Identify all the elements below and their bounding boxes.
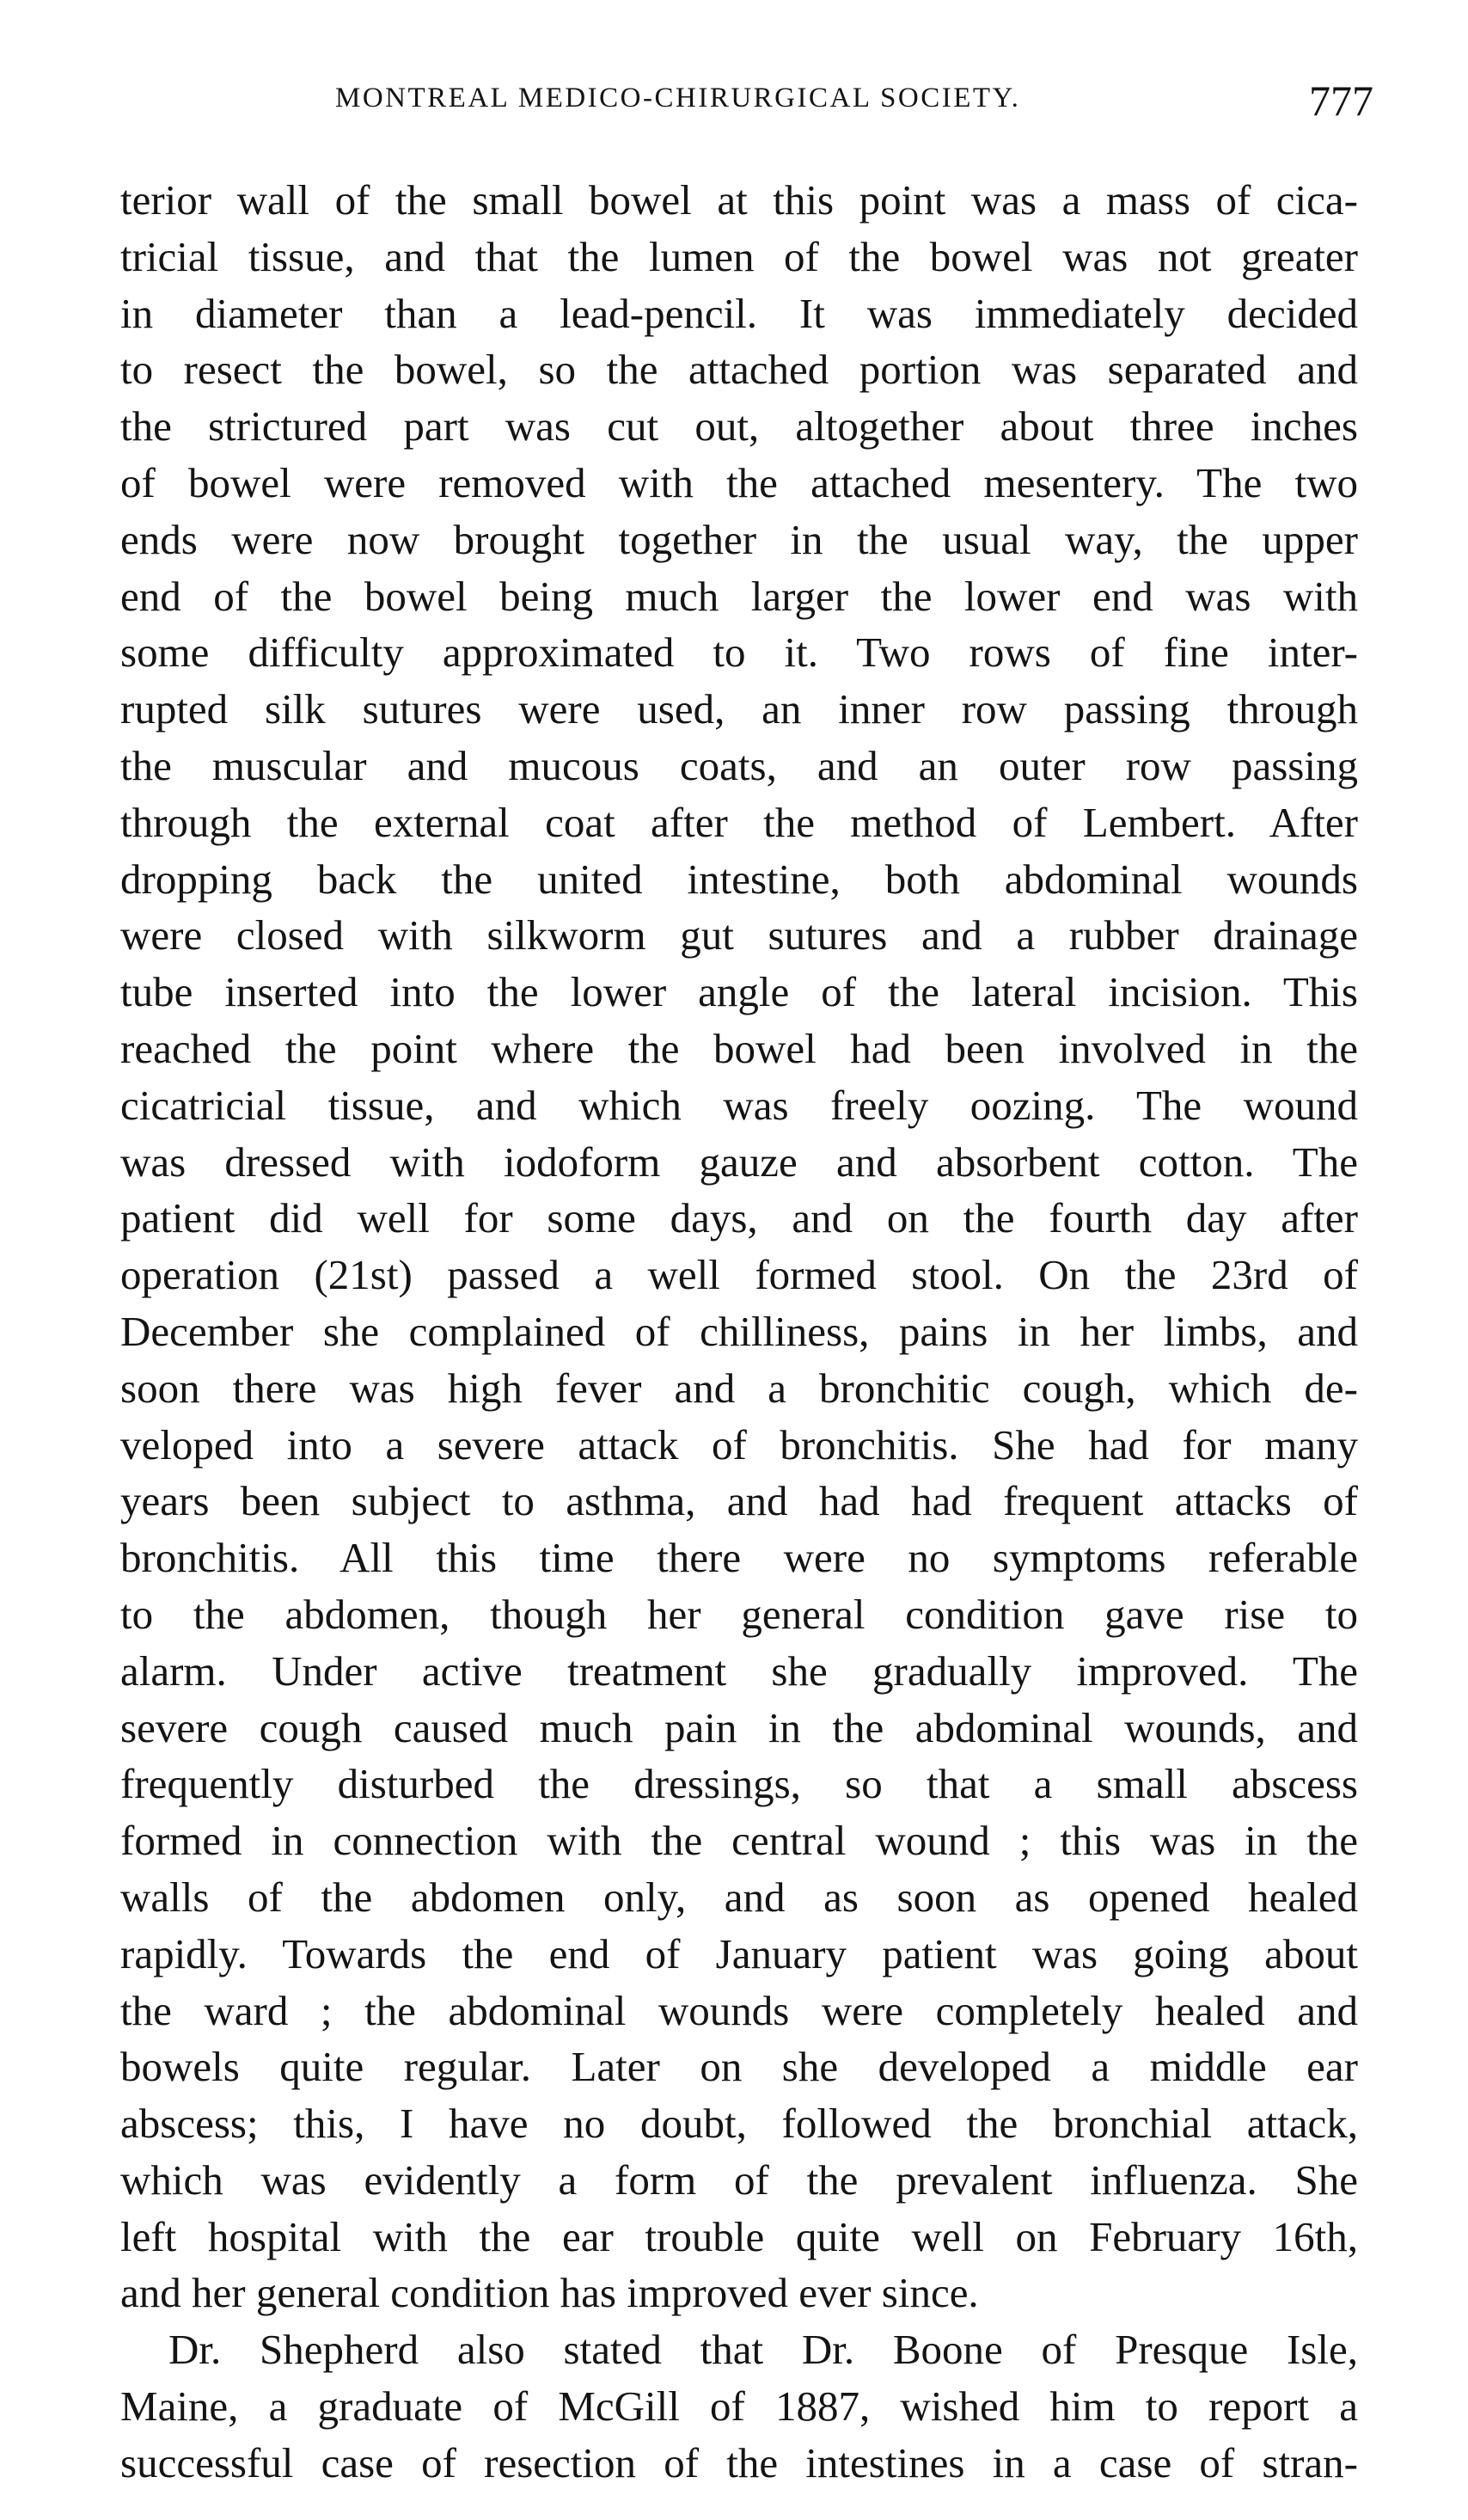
text-line: through the external coat after the method of Lembert. After: [120, 798, 1358, 846]
paragraph-dr-boone-case: [120, 2321, 1358, 2491]
text-line: of bowel were removed with the attached mesentery. The two: [120, 458, 1358, 506]
text-line: veloped into a severe attack of bronchitis. She had for many: [120, 1420, 1358, 1468]
text-line: abscess; this, I have no doubt, followed the bronchial attack,: [120, 2100, 1358, 2148]
text-line: alarm. Under active treatment she gradually improved. The: [120, 1646, 1358, 1695]
text-line: the strictured part was cut out, altogether about three inches: [120, 402, 1358, 451]
text-line: dropping back the united intestine, both abdominal wounds: [120, 855, 1358, 903]
text-line: left hospital with the ear trouble quite well on February 16th,: [120, 2212, 1358, 2260]
text-line: Maine, a graduate of McGill of 1887, wished him to report a: [120, 2382, 1358, 2431]
text-line: and her general condition has improved ever since.: [120, 2269, 979, 2317]
text-line: which was evidently a form of the prevalent influenza. She: [120, 2155, 1358, 2204]
text-line: Dr. Shepherd also stated that Dr. Boone of Presque Isle,: [168, 2326, 1358, 2374]
text-line: cicatricial tissue, and which was freely oozing. The wound: [120, 1081, 1358, 1129]
text-line: tricial tissue, and that the lumen of the bowel was not greater: [120, 232, 1358, 280]
text-line: years been subject to asthma, and had had frequent attacks of: [120, 1477, 1358, 1525]
text-line: in diameter than a lead-pencil. It was immediately decided: [120, 289, 1358, 337]
text-line: were closed with silkworm gut sutures and a rubber drainage: [120, 911, 1358, 960]
page-number: 777: [1309, 77, 1373, 125]
text-line: was dressed with iodoform gauze and absorbent cotton. The: [120, 1137, 1358, 1186]
text-line: successful case of resection of the intestines in a case of stran-: [120, 2438, 1358, 2486]
text-line: some difficulty approximated to it. Two rows of fine inter-: [120, 628, 1358, 677]
text-line: reached the point where the bowel had been involved in the: [120, 1024, 1358, 1072]
body-text: [120, 172, 1358, 2492]
text-line: December she complained of chilliness, pains in her limbs, and: [120, 1307, 1358, 1355]
text-line: terior wall of the small bowel at this point was a mass of cica-: [120, 176, 1358, 224]
text-line: bronchitis. All this time there were no symptoms referable: [120, 1534, 1358, 1582]
text-line: frequently disturbed the dressings, so that a small abscess: [120, 1760, 1358, 1808]
paragraph-case-report: [120, 172, 1358, 2321]
text-line: tube inserted into the lower angle of the lateral incision. This: [120, 968, 1358, 1016]
text-line: rupted silk sutures were used, an inner row passing through: [120, 685, 1358, 733]
text-line: soon there was high fever and a bronchitic cough, which de-: [120, 1364, 1358, 1412]
text-line: walls of the abdomen only, and as soon as opened healed: [120, 1873, 1358, 1921]
text-line: to resect the bowel, so the attached portion was separated and: [120, 346, 1358, 394]
running-head-title: MONTREAL MEDICO-CHIRURGICAL SOCIETY.: [335, 83, 1021, 113]
text-line: ends were now brought together in the usual way, the upper: [120, 515, 1358, 563]
text-line: end of the bowel being much larger the lower end was with: [120, 572, 1358, 620]
text-line: the ward ; the abdominal wounds were completely healed and: [120, 1986, 1358, 2034]
text-line: the muscular and mucous coats, and an outer row passing: [120, 741, 1358, 789]
running-head: [120, 76, 1373, 136]
text-line: bowels quite regular. Later on she developed a middle ear: [120, 2043, 1358, 2091]
text-line: formed in connection with the central wound ; this was in the: [120, 1817, 1358, 1865]
text-line: patient did well for some days, and on the fourth day after: [120, 1194, 1358, 1242]
text-line: severe cough caused much pain in the abdominal wounds, and: [120, 1703, 1358, 1751]
text-line: to the abdomen, though her general condition gave rise to: [120, 1590, 1358, 1638]
text-line: operation (21st) passed a well formed stool. On the 23rd of: [120, 1251, 1358, 1299]
text-line: rapidly. Towards the end of January patient was going about: [120, 1929, 1358, 1977]
